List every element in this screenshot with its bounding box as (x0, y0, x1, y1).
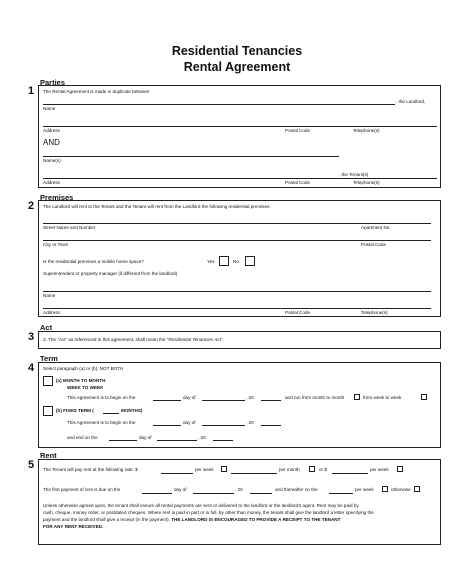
term-b-begin: This Agreement is to begin on the (67, 420, 136, 425)
term-b-day-of: day of (183, 420, 196, 425)
term-a-year-line[interactable] (261, 400, 281, 401)
premises-postal-label: Postal Code (361, 242, 387, 247)
manager-address-label: Address (43, 310, 60, 315)
tenant-postal-label: Postal Code (285, 180, 311, 185)
landlord-name-label: Name (43, 106, 56, 111)
term-b-end-year-line[interactable] (213, 440, 233, 441)
landlord-postal-label: Postal Code (285, 128, 311, 133)
or-label: or $ (319, 467, 327, 472)
premises-heading: Premises (40, 193, 74, 202)
term-a-month-line[interactable] (202, 400, 245, 401)
act-heading: Act (40, 323, 53, 332)
term-b-months-line[interactable] (103, 413, 119, 414)
per-month-label: per month (279, 467, 300, 472)
rent-rate-text: The Tenant will pay rent at the following rate: $ (43, 467, 138, 472)
term-a-day-line[interactable] (153, 400, 181, 401)
rent-paragraph-line-3: payment and the landlord shall give a receipt (in the payment). THE LANDLORD IS ENCOURAGED TO PROVIDE A RECEIPT TO THE TENANT (43, 517, 341, 522)
tenant-names-label: Name(s) (43, 158, 61, 163)
first-payment-year-prefix: , 20 (235, 487, 243, 492)
street-label: Street Name and Number (43, 225, 96, 230)
rent-monthly-amount-line[interactable] (231, 473, 277, 474)
term-b-checkbox[interactable] (43, 406, 53, 416)
month-to-month-checkbox[interactable] (354, 394, 360, 400)
city-label: City or Town (43, 242, 69, 247)
per-week-checkbox-2[interactable] (397, 466, 403, 472)
per-week-checkbox[interactable] (221, 466, 227, 472)
city-line[interactable] (43, 240, 431, 241)
superintendent-label: Superintendent or property manager (if different from the landlord) (43, 271, 178, 276)
term-b-end-year-prefix: , 20 (198, 435, 206, 440)
week-to-week-checkbox[interactable] (421, 394, 427, 400)
and-label: AND (43, 138, 60, 147)
street-line[interactable] (43, 223, 431, 224)
section-number-5: 5 (28, 459, 35, 471)
landlord-suffix: , the Landlord, (396, 99, 426, 104)
first-payment-year-line[interactable] (250, 493, 272, 494)
section-number-2: 2 (28, 200, 35, 212)
act-box (38, 331, 441, 349)
apartment-label: Apartment No. (361, 225, 391, 230)
parties-intro: The Rental Agreement is made in duplicate between (43, 89, 150, 94)
no-checkbox[interactable] (245, 256, 255, 266)
term-a-checkbox[interactable] (43, 376, 53, 386)
term-b-months: MONTHS) (121, 408, 143, 413)
per-week-label: per week (195, 467, 214, 472)
otherwise-label: otherwise (391, 487, 411, 492)
manager-name-label: Name (43, 293, 56, 298)
tenant-address-line[interactable] (43, 178, 437, 179)
tenant-telephone-label: Telephone(s) (353, 180, 380, 185)
landlord-name-line[interactable] (43, 104, 395, 105)
term-b-end-month-line[interactable] (157, 440, 197, 441)
term-b-end-day-of: day of (139, 435, 152, 440)
term-select-instruction: Select paragraph (a) or (b), NOT BOTH (43, 366, 124, 371)
tenant-address-label: Address (43, 180, 60, 185)
document-subtitle: Rental Agreement (183, 60, 291, 74)
per-week-checkbox-3[interactable] (382, 486, 388, 492)
tenant-names-line[interactable] (43, 156, 339, 157)
rent-heading: Rent (40, 451, 57, 460)
thereafter-line[interactable] (329, 493, 353, 494)
parties-box (38, 85, 441, 188)
term-b-end: and end on the (67, 435, 98, 440)
rent-paragraph-line-4: FOR ANY RENT RECEIVED. (43, 524, 104, 529)
yes-label: Yes (207, 259, 215, 264)
manager-address-line[interactable] (43, 308, 431, 309)
mobile-home-question: Is the residential premises a mobile home space? (43, 259, 144, 264)
landlord-address-line[interactable] (43, 126, 437, 127)
first-payment-text: The first payment of rent is due on the (43, 487, 121, 492)
term-a-day-of: day of (183, 395, 196, 400)
rent-paragraph-line-1: Unless otherwise agreed upon, the tenant shall ensure all rental payments are sent or delivered to the landlord or the landlord's agent. Rent may be paid by (43, 503, 359, 508)
term-b-end-day-line[interactable] (109, 440, 137, 441)
first-payment-day-of: day of (174, 487, 187, 492)
term-a-label: (a) MONTH TO MONTH (56, 378, 106, 383)
manager-name-line[interactable] (43, 291, 431, 292)
section-number-1: 1 (28, 85, 35, 97)
premises-intro: The Landlord will rent to the Tenant and the Tenant will rent from the Landlord the following residential premises: (43, 204, 271, 209)
landlord-telephone-label: Telephone(s) (353, 128, 380, 133)
term-b-day-line[interactable] (153, 425, 181, 426)
term-a-begin: This Agreement is to begin on the (67, 395, 136, 400)
term-a-week-text: from week to week (363, 395, 402, 400)
rent-box (38, 459, 441, 545)
no-label: No (233, 259, 239, 264)
term-a-year-prefix: , 20 (246, 395, 254, 400)
tenant-suffix: , the Tenant(s) (339, 172, 369, 177)
term-b-label: (b) FIXED TERM ( (56, 408, 94, 413)
first-payment-day-line[interactable] (142, 493, 172, 494)
term-a-run-text: and run from month to month (285, 395, 345, 400)
term-b-year-line[interactable] (261, 425, 281, 426)
term-box (38, 362, 441, 448)
per-week-label-2: per week (370, 467, 389, 472)
section-number-4: 4 (28, 362, 35, 374)
per-month-checkbox[interactable] (309, 466, 315, 472)
landlord-address-label: Address (43, 128, 60, 133)
section-number-3: 3 (28, 331, 35, 343)
yes-checkbox[interactable] (219, 256, 229, 266)
otherwise-checkbox[interactable] (414, 486, 420, 492)
manager-postal-label: Postal Code (285, 310, 311, 315)
term-b-year-prefix: , 20 (246, 420, 254, 425)
first-payment-month-line[interactable] (193, 493, 234, 494)
rent-paragraph-line-2: cash, cheque, money order, or postdated cheques. Where rent is paid in part or in full, by other than money, the tenant shall give the landlord a letter specifying the (43, 510, 374, 515)
term-b-month-line[interactable] (202, 425, 245, 426)
parties-heading: Parties (40, 78, 66, 87)
manager-telephone-label: Telephone(s) (361, 310, 388, 315)
act-text: 3. The "Act" as referenced in this agreement, shall mean the "Residential Tenancies Act". (43, 337, 224, 342)
document-title: Residential Tenancies (171, 44, 303, 58)
per-week-label-3: per week (355, 487, 374, 492)
term-heading: Term (40, 354, 58, 363)
rent-other-amount-line[interactable] (332, 473, 368, 474)
thereafter-text: and thereafter on the (275, 487, 318, 492)
term-a-label2: WEEK TO WEEK (67, 385, 104, 390)
premises-box (38, 200, 441, 317)
rent-weekly-amount-line[interactable] (161, 473, 193, 474)
